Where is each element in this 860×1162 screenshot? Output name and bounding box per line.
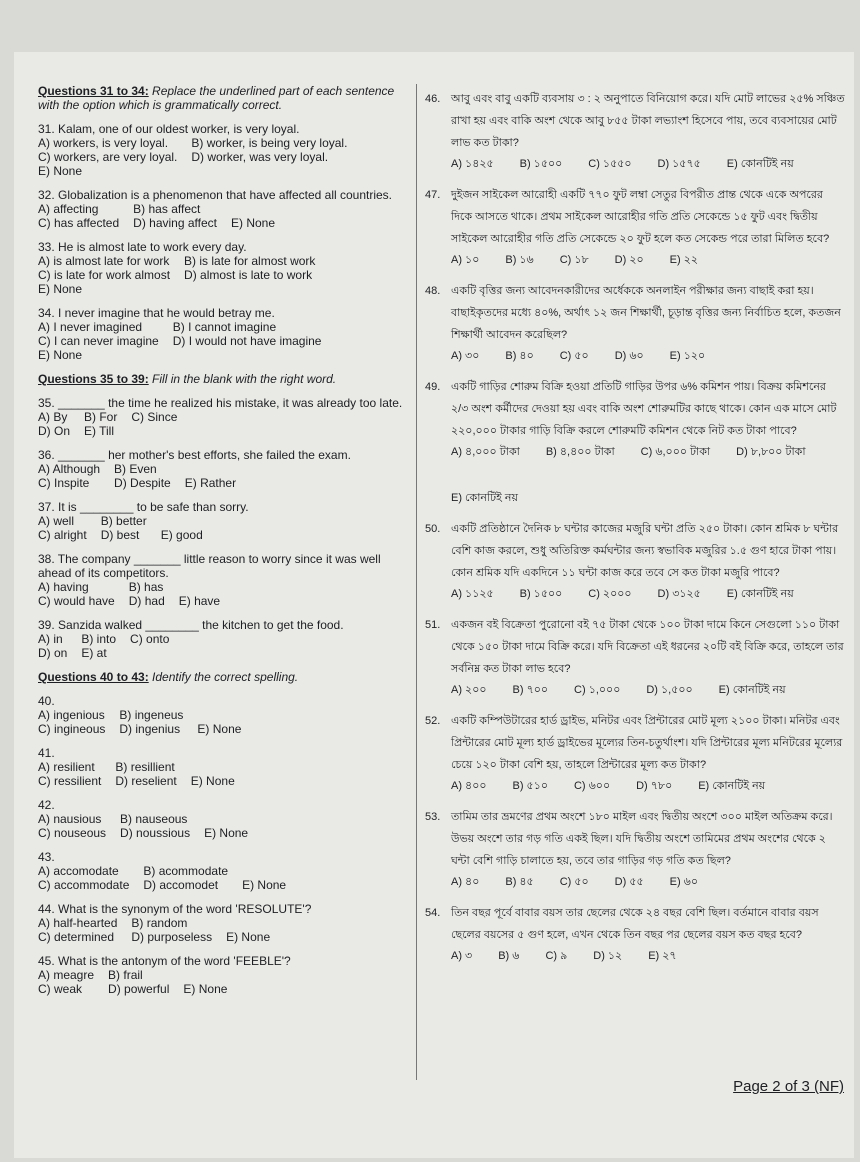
option: A) By xyxy=(38,410,68,424)
question-text: একজন বই বিক্রেতা পুরোনো বই ৭৫ টাকা থেকে ১০০ টাকা দামে কিনে সেগুলো ১১০ টাকা থেকে ১৫০ টাকা দামে বিক্রি করে। যদি বিক্রেতা এই ধরনের ২০টি বই বিক্রি করে, তাহলে তার সর্বনিম্ন কত টাকা লাভ হবে? xyxy=(451,619,844,675)
option: E) ১২০ xyxy=(669,350,706,362)
option: E) কোনটিই নয় xyxy=(726,158,794,170)
question-group-40-45 xyxy=(38,694,410,996)
question-number: 47. xyxy=(425,189,441,201)
options-list xyxy=(38,812,410,840)
options-list xyxy=(38,136,410,178)
option: B) acommodate xyxy=(143,864,229,878)
option: D) ১,৫০০ xyxy=(646,684,693,696)
option: E) None xyxy=(190,774,235,788)
option: C) nouseous xyxy=(38,826,107,840)
option: A) I never imagined xyxy=(38,320,143,334)
option: C) ৫০ xyxy=(559,876,589,888)
question-stem: 31. Kalam, one of our oldest worker, is very loyal. xyxy=(38,122,300,136)
option: E) None xyxy=(204,826,249,840)
option: E) None xyxy=(38,348,83,362)
question-item xyxy=(38,306,410,362)
section-heading-35-39 xyxy=(38,372,410,386)
option: E) কোনটিই নয় xyxy=(726,588,794,600)
option: A) ৩০ xyxy=(451,350,480,362)
option: E) কোনটিই নয় xyxy=(698,780,766,792)
option-spacer xyxy=(179,580,220,594)
option: D) purposeless xyxy=(131,930,213,944)
options-list xyxy=(38,760,410,788)
option: B) ৪,৪০০ টাকা xyxy=(545,446,615,458)
option: C) ১,০০০ xyxy=(574,684,621,696)
right-column xyxy=(425,88,845,976)
question-item xyxy=(38,552,410,608)
option: E) কোনটিই নয় xyxy=(718,684,786,696)
option: A) ১০ xyxy=(451,254,480,266)
option: E) None xyxy=(242,878,287,892)
page-footer: Page 2 of 3 (NF) xyxy=(733,1078,844,1095)
option: B) resillient xyxy=(115,760,175,774)
question-item xyxy=(425,376,845,508)
option: C) ressilient xyxy=(38,774,102,788)
option: D) ১৫৭৫ xyxy=(657,158,701,170)
option: D) ৩১২৫ xyxy=(657,588,701,600)
option: D) noussious xyxy=(120,826,191,840)
question-stem: 34. I never imagine that he would betray me. xyxy=(38,306,275,320)
question-item xyxy=(38,500,410,542)
question-item xyxy=(425,614,845,700)
option: E) Rather xyxy=(184,476,237,490)
option: A) ৪,০০০ টাকা xyxy=(451,446,520,458)
option: B) into xyxy=(81,632,117,646)
question-stem: 37. It is ________ to be safe than sorry. xyxy=(38,500,249,514)
option: C) ingineous xyxy=(38,722,106,736)
option: D) powerful xyxy=(108,982,170,996)
option: B) ১৫০০ xyxy=(519,158,563,170)
options-list xyxy=(451,584,845,604)
option: D) had xyxy=(128,594,165,608)
question-item xyxy=(425,902,845,966)
column-divider xyxy=(416,84,417,1080)
option-spacer xyxy=(231,202,275,216)
question-item xyxy=(38,798,410,840)
option: C) alright xyxy=(38,528,87,542)
options-list xyxy=(38,708,410,736)
options-list xyxy=(451,154,845,174)
options-list xyxy=(38,410,410,438)
option: B) ৪৫ xyxy=(505,876,534,888)
section-heading-40-43 xyxy=(38,670,410,684)
option: B) ৬ xyxy=(498,950,520,962)
option: C) ৬,০০০ টাকা xyxy=(640,446,711,458)
option: A) ৪০ xyxy=(451,876,480,888)
option: D) On xyxy=(38,424,71,438)
question-item xyxy=(425,280,845,366)
option: C) ১৮ xyxy=(559,254,589,266)
options-list xyxy=(38,462,410,490)
option: D) ২০ xyxy=(614,254,644,266)
option: A) ৩ xyxy=(451,950,473,962)
options-list xyxy=(38,254,410,296)
option: D) accomodet xyxy=(143,878,219,892)
options-list xyxy=(38,968,410,996)
option: C) onto xyxy=(130,632,170,646)
option: E) None xyxy=(231,216,276,230)
heading-text: Fill in the blank with the right word. xyxy=(152,372,337,386)
option: E) ২৭ xyxy=(648,950,677,962)
option: D) ৬০ xyxy=(614,350,644,362)
options-list xyxy=(38,632,410,660)
section-heading-31-34 xyxy=(38,84,410,112)
question-item xyxy=(38,448,410,490)
option-spacer xyxy=(204,812,248,826)
option: A) ২০০ xyxy=(451,684,487,696)
option: B) I cannot imagine xyxy=(172,320,277,334)
option: D) ingenius xyxy=(119,722,181,736)
option: A) ১১২৫ xyxy=(451,588,494,600)
question-stem: 45. What is the antonym of the word 'FEEBLE'? xyxy=(38,954,291,968)
option: C) Since xyxy=(131,410,178,424)
options-list xyxy=(451,346,845,366)
option: C) weak xyxy=(38,982,83,996)
option: D) I would not have imagine xyxy=(172,334,322,348)
option-spacer xyxy=(242,864,286,878)
option: A) half-hearted xyxy=(38,916,118,930)
option: B) frail xyxy=(108,968,143,982)
option: B) worker, is being very loyal. xyxy=(191,136,348,150)
option: B) random xyxy=(131,916,188,930)
option: B) has xyxy=(128,580,164,594)
option: B) ১৫০০ xyxy=(519,588,563,600)
question-stem: 38. The company _______ little reason to worry since it was well ahead of its competitors. xyxy=(38,552,381,580)
option: B) Even xyxy=(114,462,157,476)
option: C) ১৫৫০ xyxy=(588,158,632,170)
question-stem: 44. What is the synonym of the word 'RESOLUTE'? xyxy=(38,902,312,916)
option: D) ৫৫ xyxy=(614,876,644,888)
question-item xyxy=(425,184,845,270)
question-number: 46. xyxy=(425,93,441,105)
question-item xyxy=(38,954,410,996)
option: D) best xyxy=(100,528,140,542)
option: A) meagre xyxy=(38,968,95,982)
option: E) None xyxy=(226,930,271,944)
option: B) nauseous xyxy=(120,812,188,826)
heading-text: Identify the correct spelling. xyxy=(152,670,299,684)
option: A) ৪০০ xyxy=(451,780,487,792)
option-spacer xyxy=(183,968,227,982)
option: A) workers, is very loyal. xyxy=(38,136,169,150)
option: E) None xyxy=(38,164,83,178)
question-text: একটি কম্পিউটারের হার্ড ড্রাইভ, মনিটর এবং প্রিন্টারের মোট মূল্য ২১০০ টাকা। মনিটর এবং প্রিন্টারের মোট মূল্য হার্ড ড্রাইভের মূল্যের তিন-চতুর্থাংশ। যদি প্রিন্টারের মূল্য মনিটরের মূল্যের চেয়ে ১২০ টাকা বেশি হয়, তাহলে প্রিন্টারের মূল্য কত টাকা? xyxy=(451,715,843,771)
question-number: 51. xyxy=(425,619,441,631)
option: E) ৬০ xyxy=(669,876,698,888)
option: C) ৬০০ xyxy=(573,780,611,792)
question-text: একটি প্রতিষ্ঠানে দৈনিক ৮ ঘন্টার কাজের মজুরি ঘন্টা প্রতি ২৫০ টাকা। কোন শ্রমিক ৮ ঘন্টার বেশি কাজ করলে, শুধু অতিরিক্ত কর্মঘন্টার জন্য স্বভাবিক মজুরির ১.৫ গুণ হারে টাকা পায়। কোন শ্রমিক যদি একদিনে ১১ ঘন্টা কাজ করে তবে সে কত টাকা মজুরি পাবে? xyxy=(451,523,839,579)
heading-number: Questions 40 to 43: xyxy=(38,670,149,684)
options-list xyxy=(451,872,845,892)
option: E) good xyxy=(160,528,203,542)
question-item xyxy=(38,122,410,178)
options-list xyxy=(451,250,845,270)
option: C) workers, are very loyal. xyxy=(38,150,178,164)
options-list xyxy=(451,442,845,508)
option: B) ৪০ xyxy=(505,350,534,362)
option: C) accommodate xyxy=(38,878,130,892)
heading-number: Questions 35 to 39: xyxy=(38,372,149,386)
option: B) ১৬ xyxy=(505,254,534,266)
question-item xyxy=(425,88,845,174)
option: B) has affect xyxy=(133,202,201,216)
option: D) reselient xyxy=(115,774,177,788)
options-list xyxy=(451,946,845,966)
option: E) Till xyxy=(84,424,115,438)
question-group-31-34 xyxy=(38,122,410,362)
option: D) ৭৮০ xyxy=(636,780,673,792)
option-spacer xyxy=(197,708,241,722)
question-number: 53. xyxy=(425,811,441,823)
option: A) well xyxy=(38,514,75,528)
question-stem: 41. xyxy=(38,746,55,760)
option: B) ৫১০ xyxy=(512,780,548,792)
option: E) কোনটিই নয় xyxy=(451,492,518,504)
option: E) None xyxy=(183,982,228,996)
question-text: একটি গাড়ির শোরুম বিক্রি হওয়া প্রতিটি গাড়ির উপর ৬% কমিশন পায়। বিক্রয় কমিশনের ২/৩ অংশ কর্মীদের দেওয়া হয় এবং বাকি অংশ শোরুমটির কাছে থাকে। কোন এক মাসে মোট ২২০,০০০ টাকার গাড়ি বিক্রি করলে শোরুমটি কমিশন থেকে নিট কত টাকা পাবে? xyxy=(451,381,837,437)
options-list xyxy=(38,916,410,944)
option: A) resilient xyxy=(38,760,95,774)
option: D) Despite xyxy=(114,476,171,490)
question-item xyxy=(425,710,845,796)
option: A) affecting xyxy=(38,202,99,216)
option: E) None xyxy=(38,282,83,296)
option: A) nausious xyxy=(38,812,102,826)
question-text: তিন বছর পূর্বে বাবার বয়স তার ছেলের থেকে ২৪ বছর বেশি ছিল। বর্তমানে বাবার বয়স ছেলের বয়সের ৫ গুণ হলে, এখন থেকে তিন বছর পর ছেলের বয়স কত বছর হবে? xyxy=(451,907,819,941)
question-stem: 40. xyxy=(38,694,55,708)
option: D) almost is late to work xyxy=(184,268,313,282)
question-stem: 42. xyxy=(38,798,55,812)
options-list xyxy=(451,776,845,796)
question-number: 54. xyxy=(425,907,441,919)
question-item xyxy=(38,618,410,660)
question-stem: 36. _______ her mother's best efforts, she failed the exam. xyxy=(38,448,351,462)
option: D) having affect xyxy=(133,216,217,230)
question-text: দুইজন সাইকেল আরোহী একটি ৭৭০ ফুট লম্বা সেতুর বিপরীত প্রান্ত থেকে একে অপরের দিকে আসতে থাকে। প্রথম সাইকেল আরোহীর গতি প্রতি সেকেন্ডে ১৫ ফুট এবং দ্বিতীয় সাইকেল আরোহীর গতি প্রতি সেকেন্ডে ২০ ফুট হলে কত সেকেন্ড পরে তারা মিলিত হবে? xyxy=(451,189,830,245)
option: B) For xyxy=(84,410,118,424)
question-item xyxy=(38,694,410,736)
option: E) ২২ xyxy=(669,254,699,266)
question-number: 48. xyxy=(425,285,441,297)
heading-number: Questions 31 to 34: xyxy=(38,84,149,98)
options-list xyxy=(38,202,410,230)
option: C) would have xyxy=(38,594,115,608)
question-item xyxy=(425,518,845,604)
option-spacer xyxy=(161,514,203,528)
option: C) is late for work almost xyxy=(38,268,171,282)
question-item xyxy=(38,850,410,892)
option: B) ৭০০ xyxy=(512,684,549,696)
option: C) ২০০০ xyxy=(588,588,632,600)
question-item xyxy=(38,396,410,438)
option: A) accomodate xyxy=(38,864,119,878)
question-item xyxy=(425,806,845,892)
option: A) in xyxy=(38,632,63,646)
option: A) ১৪২৫ xyxy=(451,158,494,170)
option: C) has affected xyxy=(38,216,120,230)
question-text: তামিম তার ভ্রমণের প্রথম অংশে ১৮০ মাইল এবং দ্বিতীয় অংশে ৩০০ মাইল অতিক্রম করে। উভয় অংশে তার গড় গতি একই ছিল। যদি দ্বিতীয় অংশে তামিমের প্রথম অংশের থেকে ২ ঘন্টা বেশি গাড়ি চালাতে হয়, তবে তার গাড়ির গড় গতি কত ছিল? xyxy=(451,811,833,867)
question-item xyxy=(38,240,410,296)
question-item xyxy=(38,902,410,944)
option: B) ingeneus xyxy=(119,708,184,722)
question-text: একটি বৃত্তির জন্য আবেদনকারীদের অর্ধেককে অনলাইন পরীক্ষার জন্য বাছাই করা হয়। বাছাইকৃতদের মধ্যে ৪০%, অর্থাৎ ১২ জন শিক্ষার্থী, চূড়ান্ত বৃত্তির জন্য নির্বাচিত হলে, কতজন শিক্ষার্থী আবেদন করেছিল? xyxy=(451,285,841,341)
options-list xyxy=(38,320,410,362)
options-list xyxy=(38,514,410,542)
option: C) I can never imagine xyxy=(38,334,159,348)
question-number: 50. xyxy=(425,523,441,535)
option: E) None xyxy=(197,722,242,736)
heading-text: Replace the underlined part of each sentence with the option which is grammatically correct. xyxy=(38,84,395,112)
option: D) ৮,৮০০ টাকা xyxy=(736,446,806,458)
question-stem: 35. _______ the time he realized his mistake, it was already too late. xyxy=(38,396,403,410)
option: D) ১২ xyxy=(593,950,623,962)
options-list xyxy=(38,580,410,608)
option: A) ingenious xyxy=(38,708,105,722)
option: A) having xyxy=(38,580,89,594)
options-list xyxy=(38,864,410,892)
option: B) is late for almost work xyxy=(184,254,316,268)
question-stem: 43. xyxy=(38,850,55,864)
option: D) worker, was very loyal. xyxy=(191,150,329,164)
question-stem: 32. Globalization is a phenomenon that have affected all countries. xyxy=(38,188,393,202)
question-group-35-39 xyxy=(38,396,410,660)
option: E) at xyxy=(81,646,107,660)
option: A) is almost late for work xyxy=(38,254,170,268)
option: D) on xyxy=(38,646,68,660)
left-column xyxy=(38,84,410,1006)
question-number: 49. xyxy=(425,381,441,393)
option: E) have xyxy=(178,594,221,608)
option: C) ৯ xyxy=(545,950,568,962)
question-stem: 33. He is almost late to work every day. xyxy=(38,240,247,254)
option-spacer xyxy=(185,462,236,476)
option-spacer xyxy=(191,760,235,774)
question-item xyxy=(38,746,410,788)
question-stem: 39. Sanzida walked ________ the kitchen to get the food. xyxy=(38,618,344,632)
question-number: 52. xyxy=(425,715,441,727)
question-text: আবু এবং বাবু একটি ব্যবসায় ৩ : ২ অনুপাতে বিনিয়োগ করে। যদি মোট লাভের ২৫% সঞ্চিত রাখা হয় এবং বাকি অংশ থেকে আবু ৮৫৫ টাকা লভ্যাংশ হিসেবে পায়, তবে ব্যবসায়ের মোট লাভ কত টাকা? xyxy=(451,93,845,149)
option: C) determined xyxy=(38,930,115,944)
option: B) better xyxy=(100,514,147,528)
question-item xyxy=(38,188,410,230)
options-list xyxy=(451,680,845,700)
option: C) ৫০ xyxy=(559,350,589,362)
option: A) Although xyxy=(38,462,101,476)
option-spacer xyxy=(226,916,270,930)
option: C) Inspite xyxy=(38,476,90,490)
